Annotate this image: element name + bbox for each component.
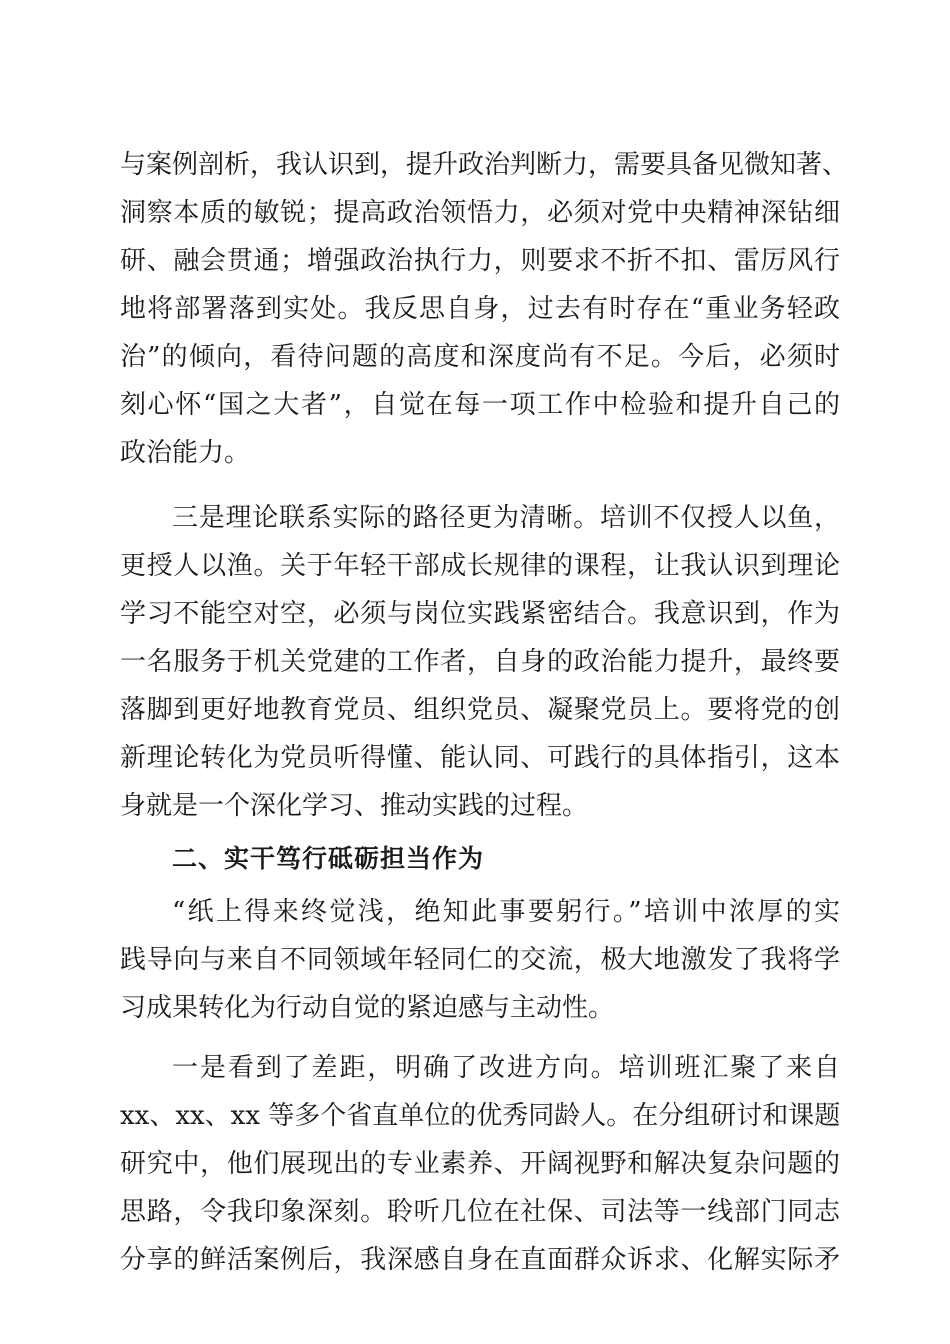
paragraph-line: 研究中，他们展现出的专业素养、开阔视野和解决复杂问题的 — [120, 1149, 840, 1179]
paragraph-first-line: “纸上得来终觉浅，绝知此事要躬行。”培训中浓厚的实 — [172, 897, 840, 927]
paragraph-line: 落脚到更好地教育党员、组织党员、凝聚党员上。要将党的创 — [120, 695, 840, 725]
paragraph-line: 治”的倾向，看待问题的高度和深度尚有不足。今后，必须时 — [120, 342, 840, 372]
section-heading: 二、实干笃行砥砺担当作为 — [172, 844, 485, 873]
paragraph-line: 分享的鲜活案例后，我深感自身在直面群众诉求、化解实际矛 — [120, 1245, 840, 1275]
paragraph-line: 一名服务于机关党建的工作者，自身的政治能力提升，最终要 — [120, 647, 840, 677]
paragraph-line: 研、融会贯通；增强政治执行力，则要求不折不扣、雷厉风行 — [120, 246, 840, 276]
paragraph-line: 与案例剖析，我认识到，提升政治判断力，需要具备见微知著、 — [120, 150, 849, 180]
paragraph-line: 身就是一个深化学习、推动实践的过程。 — [120, 791, 589, 821]
paragraph-line: 更授人以渔。关于年轻干部成长规律的课程，让我认识到理论 — [120, 551, 840, 581]
paragraph-line: 习成果转化为行动自觉的紧迫感与主动性。 — [120, 993, 615, 1023]
paragraph-line: 地将部署落到实处。我反思自身，过去有时存在“重业务轻政 — [120, 294, 840, 324]
paragraph-line: 刻心怀“国之大者”，自觉在每一项工作中检验和提升自己的 — [120, 390, 840, 420]
paragraph-line: 学习不能空对空，必须与岗位实践紧密结合。我意识到，作为 — [120, 599, 840, 629]
paragraph-line: 政治能力。 — [120, 438, 251, 468]
paragraph-line: 洞察本质的敏锐；提高政治领悟力，必须对党中央精神深钻细 — [120, 198, 840, 228]
paragraph-first-line: 三是理论联系实际的路径更为清晰。培训不仅授人以鱼， — [172, 503, 840, 533]
paragraph-line: 新理论转化为党员听得懂、能认同、可践行的具体指引，这本 — [120, 743, 840, 773]
paragraph-first-line: 一是看到了差距，明确了改进方向。培训班汇聚了来自 — [172, 1053, 840, 1083]
paragraph-line: xx、xx、xx 等多个省直单位的优秀同龄人。在分组研讨和课题 — [120, 1101, 841, 1131]
paragraph-line: 思路，令我印象深刻。聆听几位在社保、司法等一线部门同志 — [120, 1197, 840, 1227]
paragraph-line: 践导向与来自不同领域年轻同仁的交流，极大地激发了我将学 — [120, 945, 840, 975]
